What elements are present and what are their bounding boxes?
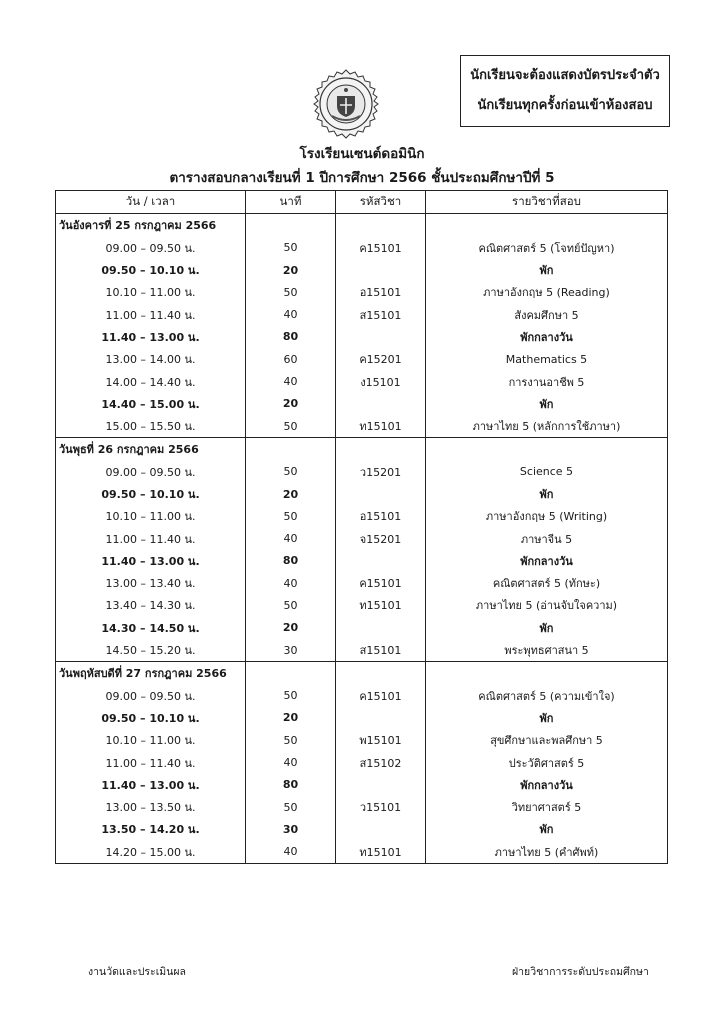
minutes-cell: 20 — [246, 393, 336, 415]
notice-line-2: นักเรียนทุกครั้งก่อนเข้าห้องสอบ — [477, 98, 653, 113]
break-row — [56, 774, 668, 796]
code-cell: ง15101 — [336, 370, 426, 392]
empty-cell — [426, 438, 668, 461]
minutes-cell: 30 — [246, 818, 336, 840]
subject-cell: ประวัติศาสตร์ 5 — [426, 751, 668, 773]
subject-cell: พระพุทธศาสนา 5 — [426, 639, 668, 662]
exam-row — [56, 527, 668, 549]
footer-department: งานวัดและประเมินผล — [88, 966, 186, 978]
time-cell: 15.00 – 15.50 น. — [56, 415, 246, 438]
time-cell: 11.40 – 13.00 น. — [56, 550, 246, 572]
minutes-cell: 20 — [246, 483, 336, 505]
break-row — [56, 483, 668, 505]
minutes-cell: 50 — [246, 461, 336, 483]
minutes-cell: 50 — [246, 237, 336, 259]
subject-cell: พักกลางวัน — [426, 774, 668, 796]
subject-cell: พักกลางวัน — [426, 326, 668, 348]
exam-row — [56, 796, 668, 818]
time-cell: 14.40 – 15.00 น. — [56, 393, 246, 415]
time-cell: 09.00 – 09.50 น. — [56, 237, 246, 259]
header-subject: รายวิชาที่สอบ — [426, 191, 668, 214]
code-cell — [336, 550, 426, 572]
empty-cell — [426, 662, 668, 685]
subject-cell: ภาษาอังกฤษ 5 (Writing) — [426, 505, 668, 527]
exam-row — [56, 594, 668, 616]
code-cell: ท15101 — [336, 415, 426, 438]
minutes-cell: 40 — [246, 841, 336, 864]
time-cell: 11.40 – 13.00 น. — [56, 326, 246, 348]
time-cell: 11.00 – 11.40 น. — [56, 527, 246, 549]
exam-row — [56, 685, 668, 707]
time-cell: 11.00 – 11.40 น. — [56, 303, 246, 325]
minutes-cell: 50 — [246, 685, 336, 707]
subject-cell: พัก — [426, 617, 668, 639]
school-seal-icon — [310, 68, 382, 140]
exam-row — [56, 281, 668, 303]
time-cell: 11.40 – 13.00 น. — [56, 774, 246, 796]
minutes-cell: 50 — [246, 594, 336, 616]
subject-cell: พัก — [426, 483, 668, 505]
exam-row — [56, 751, 668, 773]
minutes-cell: 50 — [246, 415, 336, 438]
break-row — [56, 818, 668, 840]
minutes-cell: 80 — [246, 774, 336, 796]
exam-row — [56, 841, 668, 864]
minutes-cell: 40 — [246, 527, 336, 549]
subject-cell: ภาษาไทย 5 (คำศัพท์) — [426, 841, 668, 864]
time-cell: 14.30 – 14.50 น. — [56, 617, 246, 639]
code-cell: ค15101 — [336, 572, 426, 594]
empty-cell — [246, 438, 336, 461]
empty-cell — [336, 214, 426, 237]
subject-cell: พัก — [426, 707, 668, 729]
exam-row — [56, 639, 668, 662]
code-cell: ส15101 — [336, 303, 426, 325]
subject-cell: สังคมศึกษา 5 — [426, 303, 668, 325]
notice-box — [460, 55, 670, 127]
day-label: วันอังคารที่ 25 กรกฎาคม 2566 — [56, 214, 246, 237]
break-row — [56, 707, 668, 729]
code-cell: ค15101 — [336, 237, 426, 259]
break-row — [56, 617, 668, 639]
exam-title: ตารางสอบกลางเรียนที่ 1 ปีการศึกษา 2566 ชั้นประถมศึกษาปีที่ 5 — [169, 170, 555, 186]
time-cell: 13.40 – 14.30 น. — [56, 594, 246, 616]
day-header-row — [56, 214, 668, 237]
subject-cell: Science 5 — [426, 461, 668, 483]
minutes-cell: 50 — [246, 796, 336, 818]
day-header-row — [56, 438, 668, 461]
subject-cell: พัก — [426, 259, 668, 281]
subject-cell: ภาษาจีน 5 — [426, 527, 668, 549]
code-cell: ว15201 — [336, 461, 426, 483]
time-cell: 10.10 – 11.00 น. — [56, 505, 246, 527]
subject-cell: สุขศึกษาและพลศึกษา 5 — [426, 729, 668, 751]
code-cell: ส15101 — [336, 639, 426, 662]
code-cell: อ15101 — [336, 505, 426, 527]
subject-cell: พัก — [426, 818, 668, 840]
time-cell: 09.50 – 10.10 น. — [56, 483, 246, 505]
code-cell — [336, 617, 426, 639]
minutes-cell: 80 — [246, 550, 336, 572]
exam-row — [56, 461, 668, 483]
footer-division: ฝ่ายวิชาการระดับประถมศึกษา — [512, 966, 649, 978]
break-row — [56, 550, 668, 572]
exam-row — [56, 505, 668, 527]
code-cell: ค15201 — [336, 348, 426, 370]
subject-cell: ภาษาไทย 5 (อ่านจับใจความ) — [426, 594, 668, 616]
code-cell — [336, 818, 426, 840]
subject-cell: คณิตศาสตร์ 5 (โจทย์ปัญหา) — [426, 237, 668, 259]
time-cell: 14.20 – 15.00 น. — [56, 841, 246, 864]
subject-cell: ภาษาไทย 5 (หลักการใช้ภาษา) — [426, 415, 668, 438]
exam-row — [56, 348, 668, 370]
time-cell: 14.00 – 14.40 น. — [56, 370, 246, 392]
code-cell: ส15102 — [336, 751, 426, 773]
exam-row — [56, 729, 668, 751]
code-cell: พ15101 — [336, 729, 426, 751]
minutes-cell: 30 — [246, 639, 336, 662]
time-cell: 10.10 – 11.00 น. — [56, 281, 246, 303]
code-cell — [336, 483, 426, 505]
table-header-row — [56, 191, 668, 214]
exam-row — [56, 415, 668, 438]
minutes-cell: 50 — [246, 729, 336, 751]
empty-cell — [426, 214, 668, 237]
header-code: รหัสวิชา — [336, 191, 426, 214]
code-cell: ค15101 — [336, 685, 426, 707]
time-cell: 09.00 – 09.50 น. — [56, 461, 246, 483]
school-name: โรงเรียนเซนต์ดอมินิก — [299, 146, 425, 162]
code-cell — [336, 707, 426, 729]
time-cell: 09.50 – 10.10 น. — [56, 259, 246, 281]
day-label: วันพฤหัสบดีที่ 27 กรกฎาคม 2566 — [56, 662, 246, 685]
code-cell: ว15101 — [336, 796, 426, 818]
header-time: วัน / เวลา — [56, 191, 246, 214]
minutes-cell: 40 — [246, 572, 336, 594]
minutes-cell: 40 — [246, 370, 336, 392]
break-row — [56, 259, 668, 281]
exam-row — [56, 237, 668, 259]
code-cell: ท15101 — [336, 841, 426, 864]
minutes-cell: 50 — [246, 281, 336, 303]
time-cell: 13.00 – 13.40 น. — [56, 572, 246, 594]
break-row — [56, 393, 668, 415]
empty-cell — [246, 214, 336, 237]
exam-row — [56, 303, 668, 325]
minutes-cell: 20 — [246, 617, 336, 639]
subject-cell: คณิตศาสตร์ 5 (ทักษะ) — [426, 572, 668, 594]
code-cell: จ15201 — [336, 527, 426, 549]
subject-cell: คณิตศาสตร์ 5 (ความเข้าใจ) — [426, 685, 668, 707]
code-cell — [336, 326, 426, 348]
minutes-cell: 80 — [246, 326, 336, 348]
exam-schedule-table — [55, 190, 668, 864]
time-cell: 09.50 – 10.10 น. — [56, 707, 246, 729]
subject-cell: การงานอาชีพ 5 — [426, 370, 668, 392]
code-cell: อ15101 — [336, 281, 426, 303]
time-cell: 13.00 – 14.00 น. — [56, 348, 246, 370]
break-row — [56, 326, 668, 348]
empty-cell — [246, 662, 336, 685]
minutes-cell: 40 — [246, 303, 336, 325]
time-cell: 13.50 – 14.20 น. — [56, 818, 246, 840]
code-cell — [336, 393, 426, 415]
code-cell — [336, 259, 426, 281]
schedule-body — [56, 214, 668, 864]
subject-cell: วิทยาศาสตร์ 5 — [426, 796, 668, 818]
day-label: วันพุธที่ 26 กรกฎาคม 2566 — [56, 438, 246, 461]
subject-cell: Mathematics 5 — [426, 348, 668, 370]
notice-line-1: นักเรียนจะต้องแสดงบัตรประจำตัว — [470, 68, 660, 83]
header-minutes: นาที — [246, 191, 336, 214]
time-cell: 14.50 – 15.20 น. — [56, 639, 246, 662]
code-cell: ท15101 — [336, 594, 426, 616]
subject-cell: ภาษาอังกฤษ 5 (Reading) — [426, 281, 668, 303]
time-cell: 13.00 – 13.50 น. — [56, 796, 246, 818]
time-cell: 09.00 – 09.50 น. — [56, 685, 246, 707]
minutes-cell: 20 — [246, 707, 336, 729]
minutes-cell: 60 — [246, 348, 336, 370]
empty-cell — [336, 438, 426, 461]
minutes-cell: 20 — [246, 259, 336, 281]
time-cell: 11.00 – 11.40 น. — [56, 751, 246, 773]
day-header-row — [56, 662, 668, 685]
exam-row — [56, 572, 668, 594]
empty-cell — [336, 662, 426, 685]
time-cell: 10.10 – 11.00 น. — [56, 729, 246, 751]
code-cell — [336, 774, 426, 796]
minutes-cell: 50 — [246, 505, 336, 527]
exam-row — [56, 370, 668, 392]
subject-cell: พักกลางวัน — [426, 550, 668, 572]
minutes-cell: 40 — [246, 751, 336, 773]
subject-cell: พัก — [426, 393, 668, 415]
